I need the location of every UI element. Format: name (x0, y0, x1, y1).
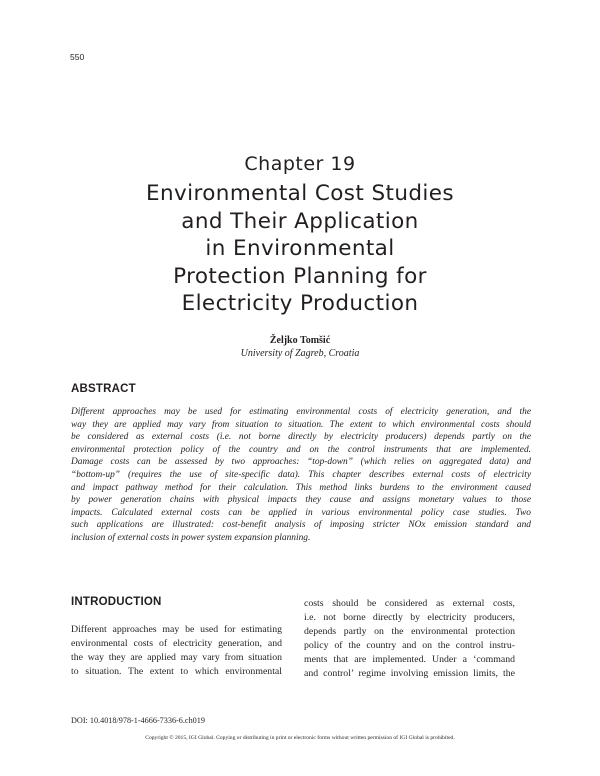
abstract-line: and impact pathway method for their calculation. This method links burdens to the environment caused (71, 482, 531, 493)
introduction-right-column (304, 597, 515, 682)
chapter-title-line: and Their Application (181, 208, 419, 234)
abstract-line: way they are applied may vary from situation to situation. The extent to which environmental costs should (71, 419, 531, 430)
abstract-heading: ABSTRACT (71, 383, 136, 395)
chapter-title-line: Environmental Cost Studies (145, 181, 455, 206)
body-line: Different approaches may be used for estimating (71, 624, 282, 635)
abstract-line: “bottom-up” (requires the use of site-specific data). This chapter describes external costs of electricity (71, 469, 531, 480)
body-line: costs should be considered as external costs, (304, 598, 515, 609)
introduction-left-column (71, 623, 282, 679)
doi: DOI: 10.4018/978-1-4666-7336-6.ch019 (71, 716, 205, 725)
chapter-label: Chapter 19 (244, 153, 356, 175)
body-line: environmental costs of electricity generation, and (71, 638, 282, 650)
abstract-line: environmental protection policy of the country and on the control instruments that are implemented. (71, 444, 531, 455)
chapter-title-line: Protection Planning for (173, 263, 427, 289)
abstract-line: such applications are illustrated: cost-benefit analysis of imposing stricter NOx emission standard and (71, 520, 531, 531)
abstract-line: impacts. Calculated external costs can be applied in various environmental policy case studies. Two (71, 507, 531, 518)
abstract-line: Damage costs can be assessed by two approaches: “top-down” (which relies on aggregated data) and (71, 457, 531, 468)
introduction-heading: INTRODUCTION (71, 596, 162, 608)
chapter-title-line: in Environmental (205, 236, 395, 261)
copyright-notice: Copyright © 2015, IGI Global. Copying or distributing in print or electronic forms without written permission of IGI Global is prohibited. (145, 735, 455, 741)
page-number: 550 (70, 52, 85, 62)
abstract-line: inclusion of external costs in power system expansion planning. (71, 532, 311, 543)
abstract-line: Different approaches may be used for estimating environmental costs of electricity generation, and the (71, 407, 531, 417)
abstract-line: be considered as external costs (i.e. not borne directly by electricity producers) depends partly on the (71, 432, 531, 443)
abstract-body (71, 406, 531, 545)
body-line: the way they are applied may vary from situation (71, 652, 282, 664)
author-name: Željko Tomšić (269, 335, 331, 346)
body-line: to situation. The extent to which environmental (71, 666, 282, 678)
body-line: ments that are implemented. Under a ‘command (304, 654, 515, 666)
chapter-title-line: Electricity Production (181, 291, 419, 316)
body-line: i.e. not borne directly by electricity producers, (304, 612, 515, 624)
body-line: policy of the country and on the control instru- (304, 640, 515, 652)
abstract-line: by power generation chains with physical impacts they cause and assigns monetary values to those (71, 495, 531, 506)
body-line: depends partly on the environmental protection (304, 626, 515, 638)
author-affiliation: University of Zagreb, Croatia (240, 348, 360, 359)
body-line: and control’ regime involving emission limits, the (304, 668, 515, 680)
chapter-title (60, 180, 540, 318)
